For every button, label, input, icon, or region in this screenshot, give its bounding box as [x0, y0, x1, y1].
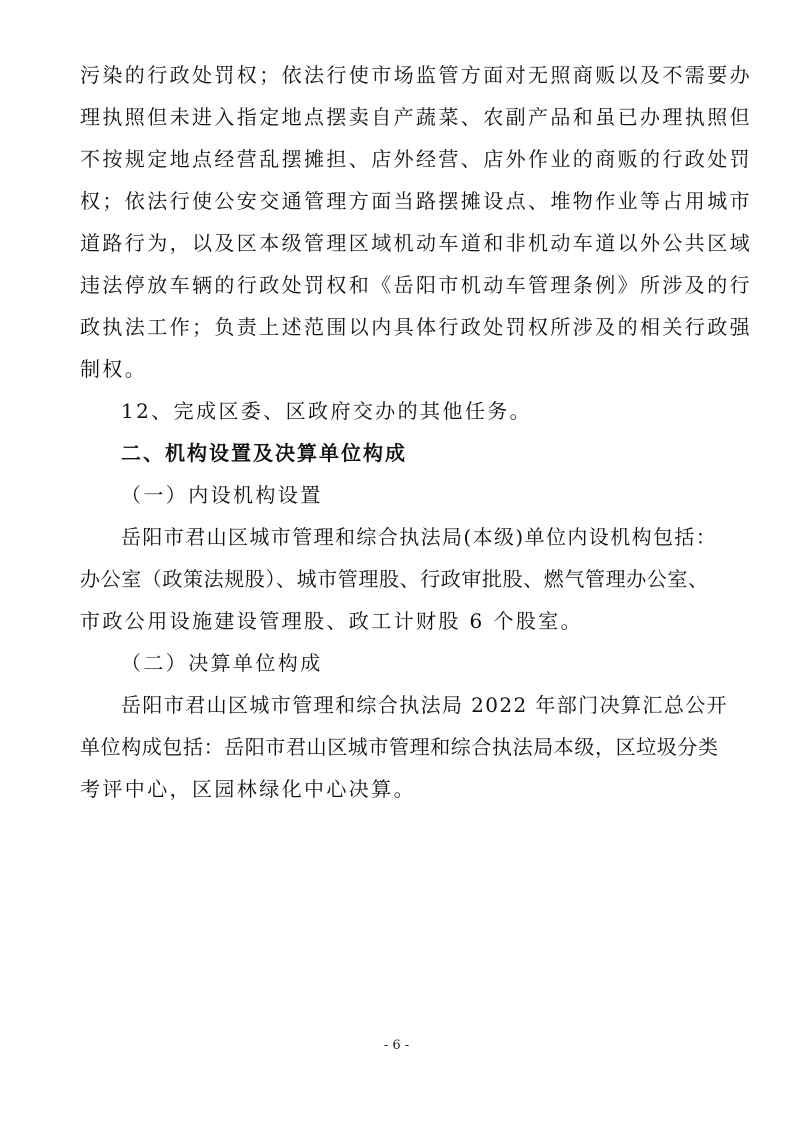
text-line: 道路行为，以及区本级管理区域机动车道和非机动车道以外公共区域 — [80, 231, 752, 255]
list-item-12: 12、完成区委、区政府交办的其他任务。 — [121, 399, 533, 423]
subsection-heading-1: （一）内设机构设置 — [121, 483, 323, 507]
text-line: 岳阳市君山区城市管理和综合执法局(本级)单位内设机构包括： — [121, 525, 718, 549]
text-line: 单位构成包括：岳阳市君山区城市管理和综合执法局本级，区垃圾分类 — [80, 735, 719, 759]
text-line: 考评中心，区园林绿化中心决算。 — [80, 777, 416, 801]
section-heading: 二、机构设置及决算单位构成 — [121, 441, 407, 465]
text-line: 办公室（政策法规股）、城市管理股、行政审批股、燃气管理办公室、 — [80, 567, 709, 591]
text-line: 污染的行政处罚权；依法行使市场监管方面对无照商贩以及不需要办 — [80, 63, 752, 87]
text-line: 制权。 — [80, 357, 148, 381]
text-line: 不按规定地点经营乱摆摊担、店外经营、店外作业的商贩的行政处罚 — [80, 147, 752, 171]
text-line: 政执法工作；负责上述范围以内具体行政处罚权所涉及的相关行政强 — [80, 315, 752, 339]
text-line: 权；依法行使公安交通管理方面当路摆摊设点、堆物作业等占用城市 — [80, 189, 752, 213]
page-number: - 6 - — [383, 1038, 410, 1053]
text-line: 理执照但未进入指定地点摆卖自产蔬菜、农副产品和虽已办理执照但 — [80, 105, 752, 129]
subsection-heading-2: （二）决算单位构成 — [121, 651, 323, 675]
document-body — [80, 54, 752, 810]
text-line: 违法停放车辆的行政处罚权和《岳阳市机动车管理条例》所涉及的行 — [80, 273, 752, 297]
text-line: 市政公用设施建设管理股、政工计财股 6 个股室。 — [80, 609, 584, 633]
text-line: 岳阳市君山区城市管理和综合执法局 2022 年部门决算汇总公开 — [121, 693, 729, 717]
